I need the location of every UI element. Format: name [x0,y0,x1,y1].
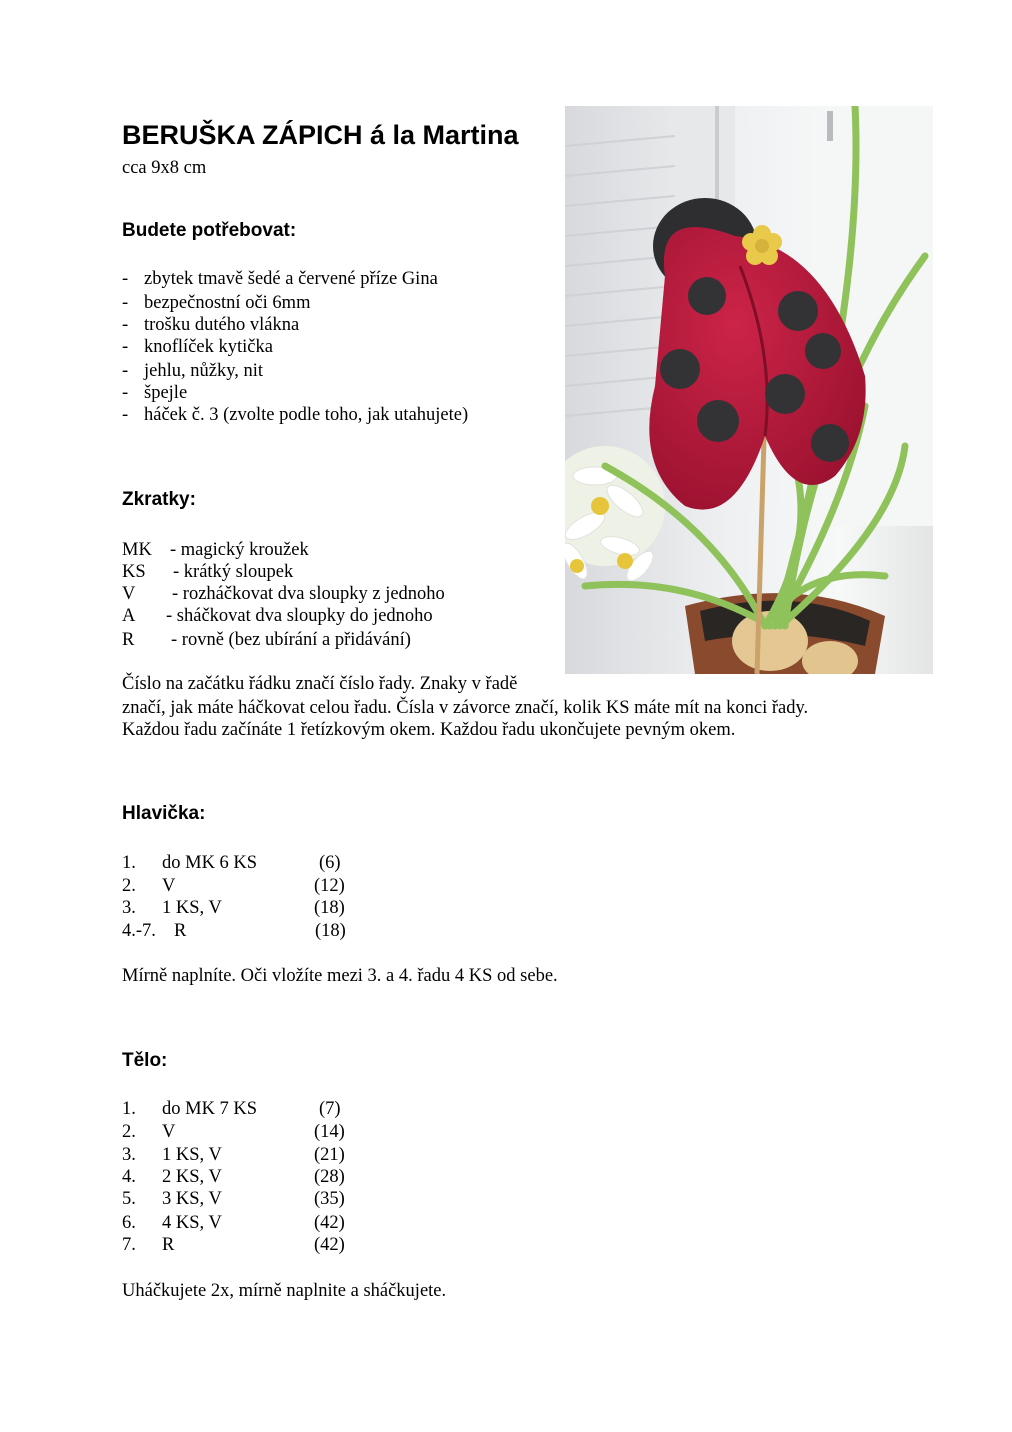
abbr-desc: - rozháčkovat dva sloupky z jednoho [172,584,445,604]
abbr-desc: - krátký sloupek [173,562,294,582]
row-instruction: 2 KS, V [162,1167,222,1187]
row-number: 1. [122,853,136,873]
bullet: - [122,405,129,425]
abbr-desc: - sháčkovat dva sloupky do jednoho [166,606,433,626]
row-number: 3. [122,898,136,918]
material-item: zbytek tmavě šedé a červené příze Gina [144,269,438,289]
bullet: - [122,361,129,381]
row-count: (12) [314,876,345,896]
row-number: 2. [122,1122,136,1142]
row-count: (42) [314,1235,345,1255]
row-number: 3. [122,1145,136,1165]
row-instruction: 1 KS, V [162,898,222,918]
ladybug-photo [565,106,933,674]
row-instruction: 3 KS, V [162,1189,222,1209]
abbr-desc: - rovně (bez ubírání a přidávání) [171,630,411,650]
bullet: - [122,293,129,313]
row-count: (42) [314,1213,345,1233]
row-number: 5. [122,1189,136,1209]
row-number: 4.-7. [122,921,156,941]
material-item: háček č. 3 (zvolte podle toho, jak utahujete) [144,405,469,425]
bullet: - [122,337,129,357]
row-instruction: R [174,921,187,941]
legend-note-line-3: Každou řadu začínáte 1 řetízkovým okem. Každou řadu ukončujete pevným okem. [122,720,736,740]
body-note: Uháčkujete 2x, mírně naplnite a sháčkujete. [122,1281,447,1301]
row-instruction: R [162,1235,175,1255]
row-instruction: 4 KS, V [162,1213,222,1233]
body-heading: Tělo: [122,1050,168,1071]
page-title: BERUŠKA ZÁPICH á la Martina [122,120,519,150]
material-item: knoflíček kytička [144,337,273,357]
row-number: 2. [122,876,136,896]
row-count: (21) [314,1145,345,1165]
row-number: 1. [122,1099,136,1119]
row-count: (28) [314,1167,345,1187]
row-count: (35) [314,1189,345,1209]
abbr-desc: - magický kroužek [170,540,309,560]
abbr-key: MK [122,540,152,560]
material-item: špejle [144,383,188,403]
material-item: bezpečnostní oči 6mm [144,293,311,313]
abbreviations-heading: Zkratky: [122,489,196,510]
head-heading: Hlavička: [122,803,206,824]
size-subtitle: cca 9x8 cm [122,158,207,178]
row-number: 6. [122,1213,136,1233]
row-instruction: V [162,876,176,896]
row-number: 4. [122,1167,136,1187]
row-instruction: 1 KS, V [162,1145,222,1165]
row-count: (18) [314,898,345,918]
row-instruction: do MK 7 KS [162,1099,258,1119]
bullet: - [122,315,129,335]
row-instruction: V [162,1122,176,1142]
material-item: trošku dutého vlákna [144,315,300,335]
bullet: - [122,383,129,403]
materials-heading: Budete potřebovat: [122,220,297,241]
abbr-key: KS [122,562,146,582]
abbr-key: V [122,584,136,604]
legend-note-line-2: značí, jak máte háčkovat celou řadu. Čísla v závorce značí, kolik KS máte mít na konci řady. [122,698,809,718]
row-count: (14) [314,1122,345,1142]
head-note: Mírně naplníte. Oči vložíte mezi 3. a 4. řadu 4 KS od sebe. [122,966,558,986]
abbr-key: R [122,630,135,650]
row-instruction: do MK 6 KS [162,853,258,873]
material-item: jehlu, nůžky, nit [144,361,264,381]
row-count: (6) [319,853,341,873]
row-count: (7) [319,1099,341,1119]
row-count: (18) [315,921,346,941]
abbr-key: A [122,606,136,626]
row-number: 7. [122,1235,136,1255]
ladybug-photo-icon [565,106,933,674]
legend-note-line-1: Číslo na začátku řádku značí číslo řady. Znaky v řadě [122,674,518,694]
bullet: - [122,269,129,289]
